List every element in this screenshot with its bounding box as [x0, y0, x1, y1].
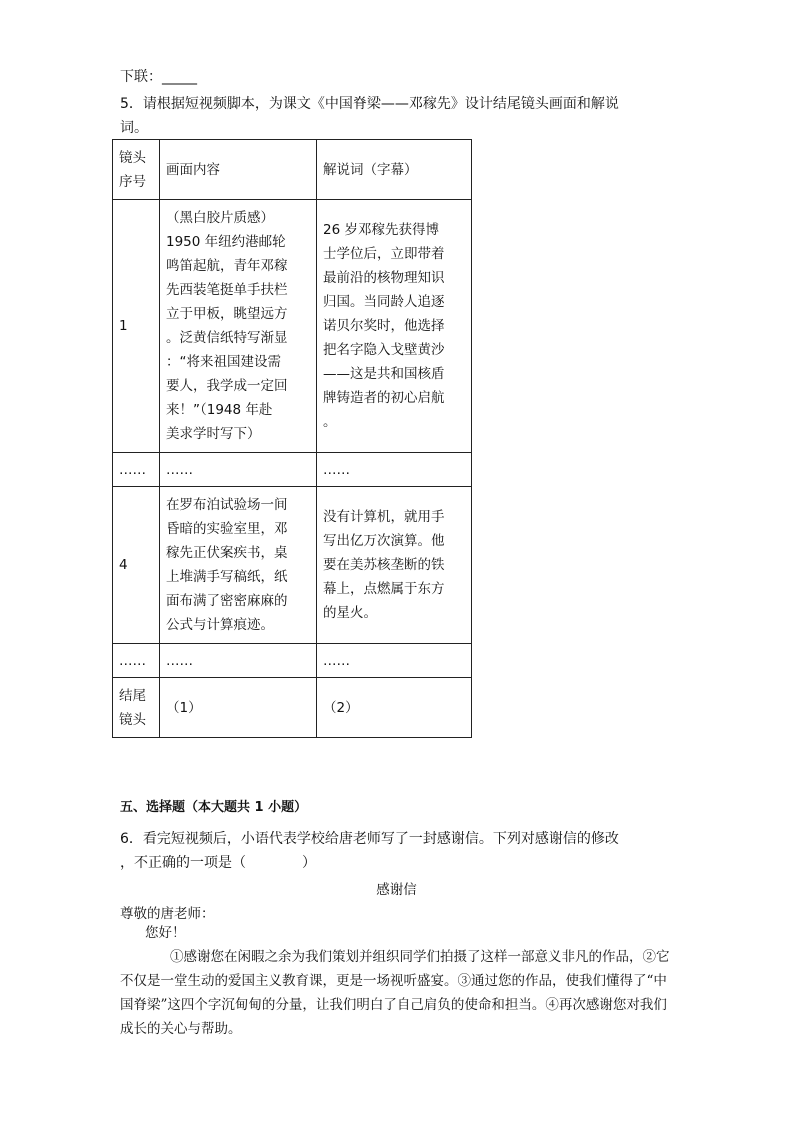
table-row	[113, 487, 472, 644]
letter-hello: 您好！	[145, 925, 186, 941]
answer-blank-1: （1）	[160, 678, 317, 738]
table-row	[113, 644, 472, 678]
header-scene-content: 画面内容	[160, 140, 317, 200]
header-narration: 解说词（字幕）	[317, 140, 472, 200]
scene-content: 在罗布泊试验场一间 昏暗的实验室里，邓 稼先正伏案疾书，桌 上堆满手写稿纸，纸 面布满了密密麻麻的 公式与计算痕迹。	[160, 487, 317, 644]
previous-question-line: 下联：_____	[120, 69, 197, 85]
narration-text: ……	[317, 644, 472, 678]
table-row	[113, 678, 472, 738]
video-script-table	[112, 139, 472, 738]
narration-text: ……	[317, 453, 472, 487]
shot-number: ……	[113, 453, 160, 487]
question-5-text: 5．请根据短视频脚本，为课文《中国脊梁——邓稼先》设计结尾镜头画面和解说	[120, 96, 619, 112]
table-row	[113, 453, 472, 487]
narration-text: 26 岁邓稼先获得博 士学位后，立即带着 最前沿的核物理知识 归国。当同龄人追逐 诺贝尔奖时，他选择 把名字隐入戈壁黄沙 ——这是共和国核盾 牌铸造者的初心启航 。	[317, 200, 472, 453]
question-6-text: 6．看完短视频后，小语代表学校给唐老师写了一封感谢信。下列对感谢信的修改	[120, 831, 619, 847]
letter-body: ①感谢您在闲暇之余为我们策划并组织同学们拍摄了这样一部意义非凡的作品，②它不仅是一堂生动的爱国主义教育课，更是一场视听盛宴。③通过您的作品，使我们懂得了“中国脊梁”这四个字沉甸甸的分量，让我们明白了自己肩负的使命和担当。④再次感谢您对我们成长的关心与帮助。	[120, 949, 670, 1037]
section-title: 五、选择题（本大题共 1 小题）	[120, 800, 308, 815]
answer-blank-2: （2）	[317, 678, 472, 738]
shot-number: 1	[113, 200, 160, 453]
question-5-text-cont: 词。	[120, 120, 148, 136]
table-row	[113, 200, 472, 453]
scene-content: （黑白胶片质感） 1950 年纽约港邮轮 鸣笛起航，青年邓稼 先西装笔挺单手扶栏 立于甲板，眺望远方 。泛黄信纸特写渐显 ：“将来祖国建设需 要人，我学成一定回 来！”（1948 年赴 美求学时写下）	[160, 200, 317, 453]
shot-number: 结尾 镜头	[113, 678, 160, 738]
table-header-row	[113, 140, 472, 200]
scene-content: ……	[160, 453, 317, 487]
shot-number: ……	[113, 644, 160, 678]
letter-title: 感谢信	[376, 882, 417, 898]
narration-text: 没有计算机，就用手 写出亿万次演算。他 要在美苏核垄断的铁 幕上，点燃属于东方 的星火。	[317, 487, 472, 644]
scene-content: ……	[160, 644, 317, 678]
header-shot-number: 镜头 序号	[113, 140, 160, 200]
letter-greeting: 尊敬的唐老师：	[120, 906, 215, 922]
shot-number: 4	[113, 487, 160, 644]
question-6-text-cont: ，不正确的一项是（ ）	[120, 855, 316, 871]
